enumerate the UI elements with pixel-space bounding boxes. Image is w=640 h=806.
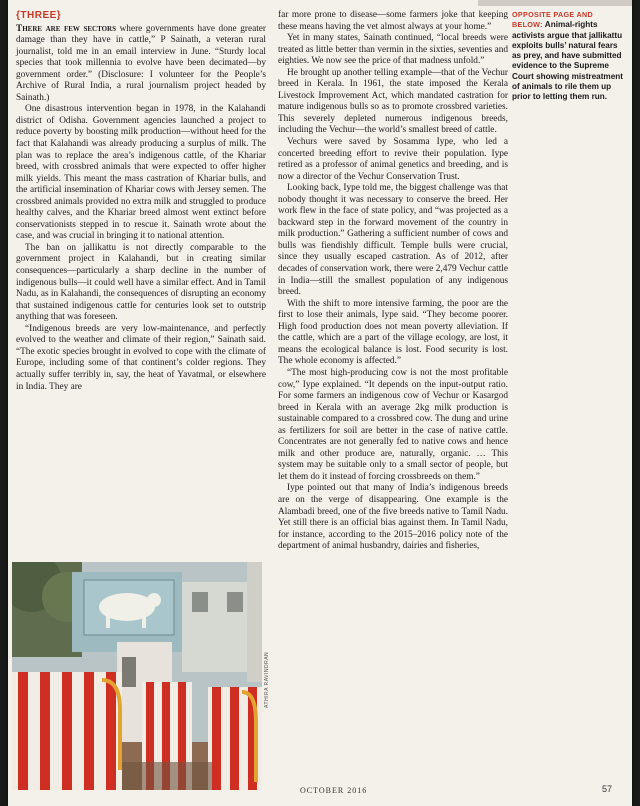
article-paragraph: Yet in many states, Sainath continued, “local breeds were treated as little better than vermin in the sixties, seventies and eighties. We now see the price of that madness unfold.” xyxy=(278,33,508,67)
article-paragraph: “Indigenous breeds are very low-maintenance, and perfectly evolved to the weather and climate of their region,” Sainath said. “The exotic species brought in evolved to cope with the climate of Europe, including some of that continent’s colder regions. They actually suffer terribly in, say, the heat of Yavatmal, or elsewhere in India. They are xyxy=(16,323,266,392)
photo-credit: ATHIRA RAVINDRAN xyxy=(264,651,270,708)
article-column-left xyxy=(16,10,266,393)
article-paragraph: far more prone to disease—some farmers joke that keeping these means having the vet almost always at your home.” xyxy=(278,10,508,32)
article-paragraph: There are few sectors where governments have done greater damage than they have in cattle,” P Sainath, a veteran rural journalist, told me in an email interview in June. “Sturdy local species that took millennia to evolve have been decimated—by government order.” (Disclosure: I volunteer for the People’s Archive of Rural India, a rural journalism project headed by Sainath.) xyxy=(16,23,266,103)
caption-label: OPPOSITE PAGE AND BELOW: xyxy=(512,10,593,30)
article-paragraph: Vechurs were saved by Sosamma Iype, who led a concerted breeding effort to revive their population. Iype retired as a professor of animal genetics and breeding, and is now a director of the Vechur Conservation Trust. xyxy=(278,137,508,182)
magazine-page xyxy=(8,0,632,806)
photo-caption xyxy=(512,10,624,103)
header-strip xyxy=(478,0,632,6)
article-paragraph: Iype pointed out that many of India’s indigenous breeds are on the verge of disappearing. One example is the Alambadi breed, one of the five breeds native to Tamil Nadu. Yet still there is an official bias against them. In Tamil Nadu, for instance, according to the 2015–2016 policy note of the department of animal husbandry, dairies and fisheries, xyxy=(278,483,508,552)
article-paragraph: Looking back, Iype told me, the biggest challenge was that nobody thought it was necessary to conserve the breed. Her work flew in the face of state policy, and “was projected as a backward step in the forward movement of the country in milk production.” Gathering a sufficient number of cows and bulls was fiendishly difficult. Temple bulls were crucial, since they usually escaped castration. As of 2012, after decades of conservation work, there were 2,479 Vechur cattle in India—still the smallest population of any indigenous breed. xyxy=(278,183,508,298)
article-paragraph: One disastrous intervention began in 1978, in the Kalahandi district of Odisha. Government agencies launched a project to reduce poverty by boosting milk production—without heed for the fact that Kalahandi was already producing a surplus of milk. The plan was to replace the area’s indigenous cattle, of the Khariar breed, with crossbred animals that were expected to offer higher milk yields. This meant the mass castration of Khariar bulls, and the artificial insemination of Khariar cows with Jersey semen. The crossbred animals provided no extra milk and struggled to produce healthy calves, and the Khariar breed almost went extinct before conservationists stepped in to rescue it. Sainath wrote about the case, and was crucial in bringing it to national attention. xyxy=(16,104,266,242)
article-paragraph: “The most high-producing cow is not the most profitable cow,” Iype explained. “It depends on the input-output ratio. For some farmers an indigenous cow of Vechur or Kasargod breed in Kerala with an average 2kg milk production is sustainable compared to a crossbred cow. The dung and urine as fertilizers for soil are better in the case of native cattle. Concentrates are not generally fed to native cows and hence milk and other produce are, naturally, organic. … This system may be suitable only to a small sector of people, but let them do it instead of forcing crossbreeds on them.” xyxy=(278,367,508,482)
issue-date: OCTOBER 2016 xyxy=(300,786,368,795)
page-number: 57 xyxy=(602,784,613,794)
section-tag: {THREE} xyxy=(16,10,62,21)
lead-in: There are few sectors xyxy=(16,23,117,34)
bull-pen-photo xyxy=(12,562,262,790)
article-column-right xyxy=(278,10,508,553)
striped-wall-right xyxy=(208,687,262,790)
article-paragraph: The ban on jallikattu is not directly comparable to the government project in Kalahandi, but in creating similar consequences—particularly a sharp decline in the number of indigenous bulls—it could well have a similar effect. And in Tamil Nadu, as in Kalahandi, the consequences of disrupting an economy that sustained indigenous cattle for centuries look set to outstrip anything that was foreseen. xyxy=(16,242,266,323)
striped-wall-left xyxy=(12,672,122,790)
article-paragraph: With the shift to more intensive farming, the poor are the first to lose their animals, Iype said. “They become poorer. High food production does not mean poverty alleviation. If the cattle, which are a part of the village ecology, are lost, it means the ecological balance is lost. Food security is lost. The whole economy is affected.” xyxy=(278,298,508,367)
caption-text: Animal-rights activists argue that jallikattu exploits bulls’ natural fears as prey, and have submitted evidence to the Supreme Court showing mistreatment of animals to rile them up prior to letting them run. xyxy=(512,20,623,102)
article-paragraph: He brought up another telling example—that of the Vechur breed in Kerala. In 1961, the state imposed the Kerala Livestock Improvement Act, which mandated castration for mature indigenous bulls so as to promote crossbred varieties. This severely depleted numerous indigenous breeds, including the Vechur—the world’s smallest breed of cattle. xyxy=(278,67,508,136)
